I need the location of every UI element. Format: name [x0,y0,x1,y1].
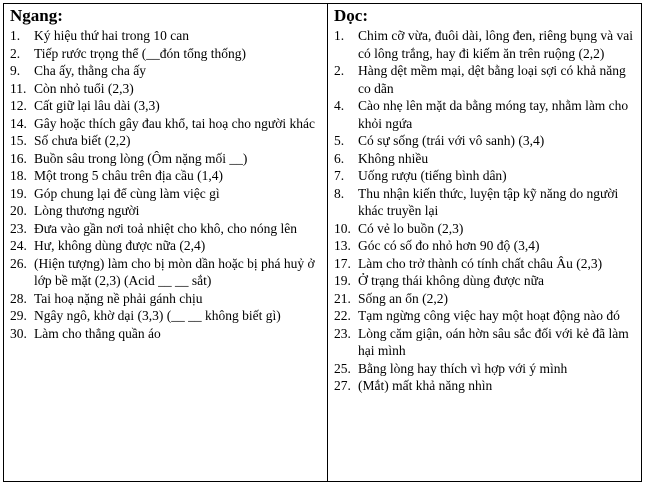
crossword-clue-table [3,3,642,482]
clue-number: 19. [334,273,351,288]
clue-text: Chim cỡ vừa, đuôi dài, lông đen, riêng bụng và vai có lông trắng, hay đi kiếm ăn trên ruộng (2,2) [358,28,634,61]
clue-text: Bằng lòng hay thích vì hợp với ý mình [358,360,568,376]
clue-number: 8. [334,185,345,201]
clue-text: Sống an ổn (2,2) [358,290,448,306]
across-clue [10,325,321,343]
clue-text: Tạm ngừng công việc hay một hoạt động nào đó [358,308,620,323]
clue-text: Gây hoặc thích gây đau khổ, tai hoạ cho người khác [34,115,315,131]
down-clue [334,237,635,255]
down-clue [334,167,635,185]
down-clue-list [334,27,635,395]
clue-text: Một trong 5 châu trên địa cầu (1,4) [34,168,223,183]
across-clue [10,115,321,133]
clue-number: 19. [10,185,27,201]
clue-text: Hư, không dùng được nữa (2,4) [34,238,206,253]
across-clue [10,167,321,185]
across-clue [10,185,321,203]
clue-text: Cha ấy, thằng cha ấy [34,63,146,78]
clue-text: Thu nhận kiến thức, luyện tập kỹ năng do người khác truyền lại [358,185,619,218]
down-clue [334,27,635,62]
across-clue [10,97,321,115]
across-clue [10,220,321,238]
down-heading: Dọc: [334,6,368,25]
clue-text: Cào nhẹ lên mặt da bằng móng tay, nhằm làm cho khỏi ngứa [358,98,629,131]
down-clue [334,307,635,325]
clue-number: 15. [10,133,27,148]
across-clue [10,132,321,150]
down-clue [334,272,635,290]
clue-text: Góc có số đo nhỏ hơn 90 độ (3,4) [358,238,540,253]
clue-number: 1. [10,28,21,43]
across-clue [10,255,321,290]
across-heading: Ngang: [10,6,63,25]
across-clue [10,62,321,80]
clue-text: Làm cho trở thành có tính chất châu Âu (2,3) [358,255,603,271]
clue-number: 30. [10,325,27,341]
clue-number: 21. [334,290,351,306]
clue-number: 23. [10,220,27,236]
clue-text: Tai hoạ nặng nề phải gánh chịu [34,290,203,306]
down-clue [334,360,635,378]
clue-text: Lòng thương người [34,203,140,218]
down-clue [334,255,635,273]
across-clue [10,307,321,325]
clue-text: Uống rượu (tiếng bình dân) [358,168,507,183]
across-clue [10,290,321,308]
down-clue [334,185,635,220]
down-clue [334,220,635,238]
clue-number: 1. [334,28,345,43]
clue-number: 14. [10,115,27,131]
clue-number: 9. [10,63,21,78]
clue-number: 12. [10,98,27,113]
clue-number: 5. [334,133,345,148]
clue-number: 22. [334,308,351,323]
across-column [4,4,328,481]
clue-text: Ngây ngô, khờ dại (3,3) (__ __ không biết gì) [34,308,281,323]
down-column [328,4,641,481]
clue-text: Có vẻ lo buồn (2,3) [358,220,464,236]
clue-number: 6. [334,150,345,166]
down-clue [334,290,635,308]
clue-text: Tiếp rước trọng thể (__đón tổng thống) [34,45,246,61]
clue-number: 11. [10,80,27,96]
clue-number: 18. [10,168,27,183]
across-clue [10,27,321,45]
clue-number: 10. [334,220,351,236]
clue-number: 2. [334,63,345,78]
clue-number: 28. [10,290,27,306]
clue-number: 29. [10,308,27,323]
clue-number: 17. [334,255,351,271]
clue-text: Có sự sống (trái với vô sanh) (3,4) [358,133,545,148]
down-clue [334,62,635,97]
clue-number: 4. [334,98,345,113]
clue-number: 23. [334,325,351,341]
across-clue [10,80,321,98]
clue-text: Ở trạng thái không dùng được nữa [358,273,544,288]
clue-text: Còn nhỏ tuổi (2,3) [34,80,134,96]
clue-text: Số chưa biết (2,2) [34,133,131,148]
clue-number: 26. [10,255,27,271]
clue-number: 7. [334,168,345,183]
across-clue [10,150,321,168]
down-clue [334,97,635,132]
clue-text: (Hiện tượng) làm cho bị mòn dần hoặc bị phá huỷ ở lớp bề mặt (2,3) (Acid __ __ sắt) [34,255,315,288]
clue-text: Ký hiệu thứ hai trong 10 can [34,28,190,43]
down-clue [334,132,635,150]
down-clue [334,150,635,168]
across-clue [10,45,321,63]
clue-text: Hàng dệt mềm mại, dệt bằng loại sợi có khả năng co dãn [358,63,626,96]
clue-text: Không nhiều [358,150,429,166]
clue-text: Đưa vào gần nơi toả nhiệt cho khô, cho nóng lên [34,220,298,236]
clue-number: 25. [334,360,351,376]
clue-text: Lòng căm giận, oán hờn sâu sắc đối với kẻ đã làm hại mình [358,325,629,358]
across-clue [10,202,321,220]
clue-text: Góp chung lại để cùng làm việc gì [34,185,220,201]
clue-text: Cất giữ lại lâu dài (3,3) [34,98,160,113]
clue-text: Làm cho thẳng quần áo [34,325,161,341]
clue-number: 13. [334,238,351,253]
clue-text: Buồn sâu trong lòng (Ôm nặng mối __) [34,150,248,166]
down-clue [334,325,635,360]
clue-text: (Mắt) mất khả năng nhìn [358,378,493,393]
clue-number: 27. [334,378,351,393]
clue-number: 2. [10,45,21,61]
across-clue-list [10,27,321,342]
down-clue [334,377,635,395]
clue-number: 20. [10,203,27,218]
across-clue [10,237,321,255]
clue-number: 24. [10,238,27,253]
clue-number: 16. [10,150,27,166]
